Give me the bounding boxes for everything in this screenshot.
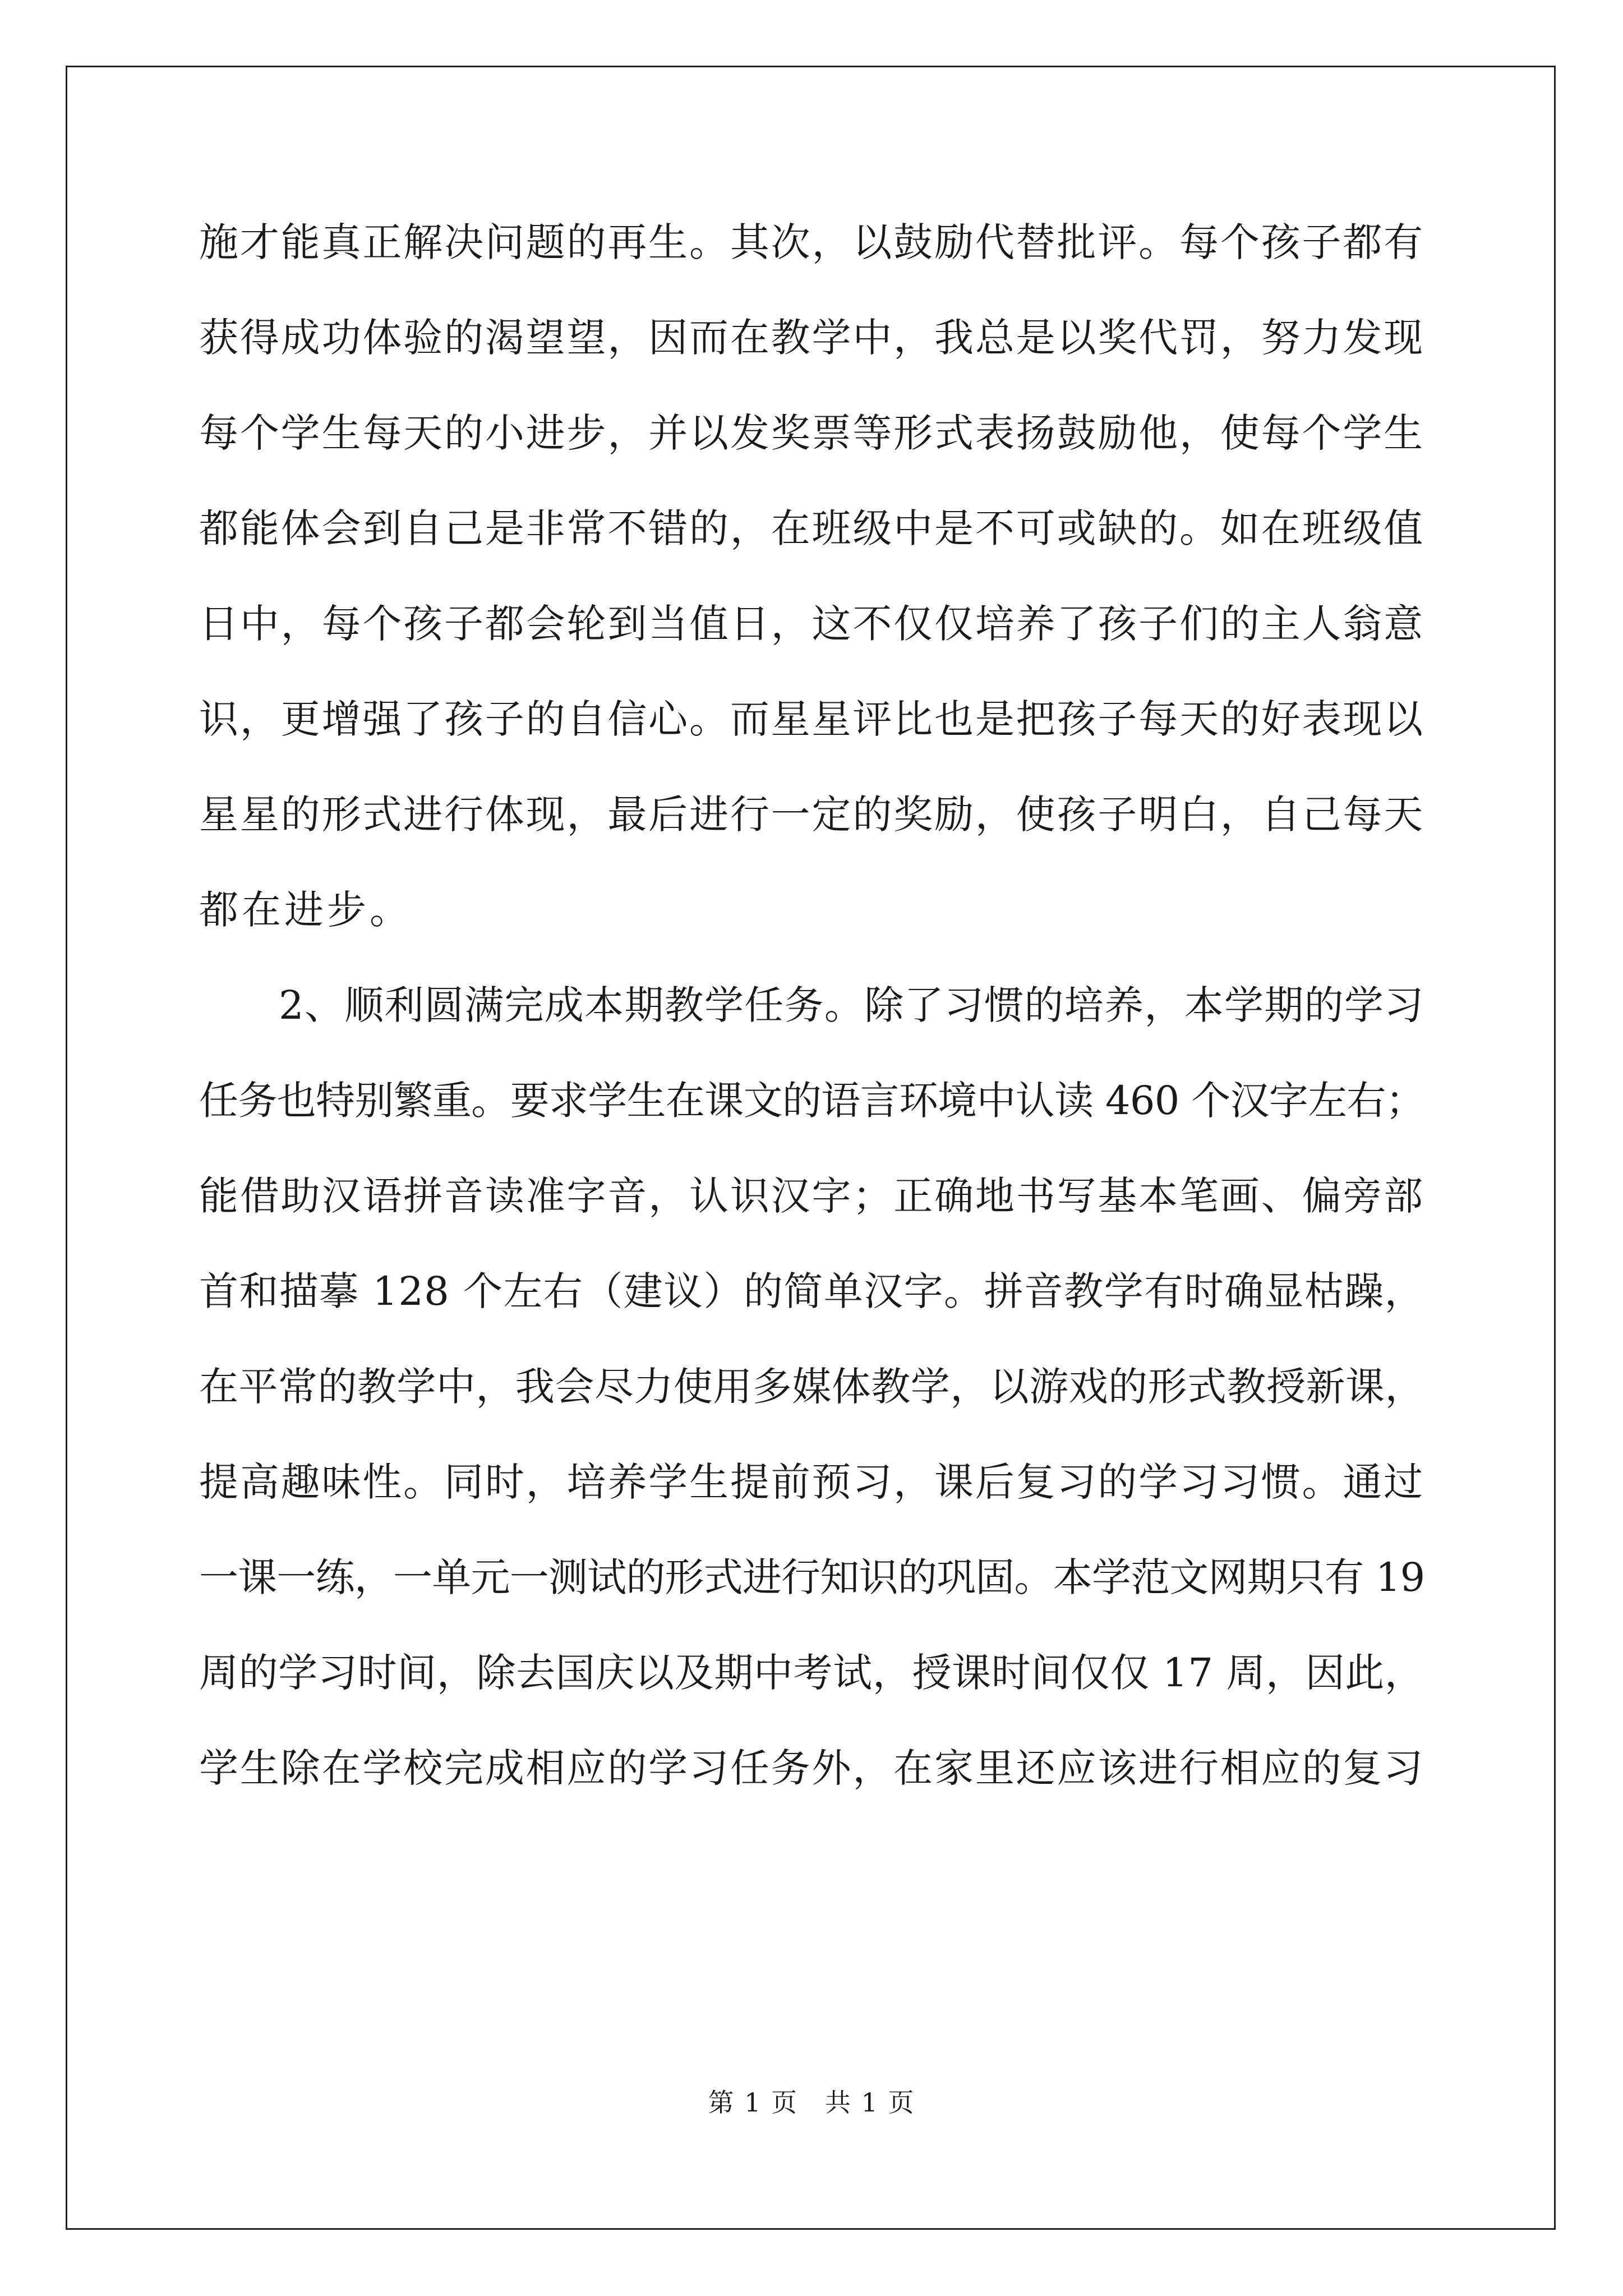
text-line: 能借助汉语拼音读准字音，认识汉字；正确地书写基本笔画、偏旁部 — [199, 1173, 1424, 1219]
text-line: 都在进步。 — [199, 887, 412, 933]
text-line: 获得成功体验的渴望望，因而在教学中，我总是以奖代罚，努力发现 — [199, 315, 1424, 361]
text-line: 一课一练，一单元一测试的形式进行知识的巩固。本学范文网期只有 19 — [199, 1554, 1425, 1600]
text-line: 都能体会到自己是非常不错的，在班级中是不可或缺的。如在班级值 — [199, 505, 1424, 551]
text-line: 任务也特别繁重。要求学生在课文的语言环境中认读 460 个汉字左右； — [199, 1078, 1425, 1124]
text-line: 施才能真正解决问题的再生。其次，以鼓励代替批评。每个孩子都有 — [199, 219, 1424, 265]
text-line: 学生除在学校完成相应的学习任务外，在家里还应该进行相应的复习 — [199, 1745, 1424, 1791]
text-line: 每个学生每天的小进步，并以发奖票等形式表扬鼓励他，使每个学生 — [199, 410, 1424, 456]
text-line: 提高趣味性。同时，培养学生提前预习，课后复习的学习习惯。通过 — [199, 1459, 1424, 1505]
text-line: 日中，每个孩子都会轮到当值日，这不仅仅培养了孩子们的主人翁意 — [199, 601, 1424, 647]
text-line: 首和描摹 128 个左右（建议）的简单汉字。拼音教学有时确显枯躁， — [199, 1268, 1425, 1314]
text-line: 识，更增强了孩子的自信心。而星星评比也是把孩子每天的好表现以 — [199, 696, 1424, 742]
text-line: 在平常的教学中，我会尽力使用多媒体教学，以游戏的形式教授新课， — [199, 1364, 1424, 1410]
page-number-footer: 第 1 页 共 1 页 — [708, 2087, 915, 2118]
text-line: 周的学习时间，除去国庆以及期中考试，授课时间仅仅 17 周，因此， — [199, 1650, 1424, 1696]
text-line: 2、顺利圆满完成本期教学任务。除了习惯的培养，本学期的学习 — [279, 982, 1424, 1028]
page-border — [66, 66, 1556, 2230]
text-line: 星星的形式进行体现，最后进行一定的奖励，使孩子明白，自己每天 — [199, 792, 1424, 838]
